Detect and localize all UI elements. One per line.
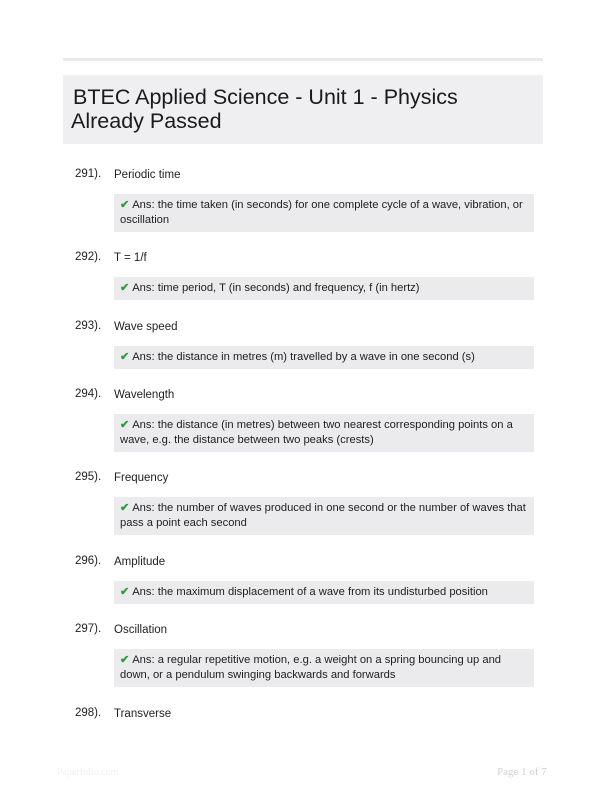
answer-text: Ans: the distance in metres (m) travelled by a wave in one second (s) <box>132 351 475 363</box>
check-mark-icon: ✔ <box>120 502 130 514</box>
check-mark-icon: ✔ <box>120 282 130 294</box>
answer-box <box>114 194 534 232</box>
check-mark-icon: ✔ <box>120 351 130 363</box>
item-term: Frequency <box>114 472 169 484</box>
item-number: 293). <box>75 320 102 332</box>
item-term: Oscillation <box>114 624 168 636</box>
item-number: 294). <box>75 388 102 400</box>
item-term: Periodic time <box>114 169 181 181</box>
answer-text: Ans: the maximum displacement of a wave from its undisturbed position <box>132 586 488 598</box>
document-title: BTEC Applied Science - Unit 1 - Physics Already Passed <box>71 85 458 133</box>
title-banner <box>63 75 543 144</box>
answer-text: Ans: the distance (in metres) between two nearest corresponding points on a wave, e.g. the distance between two peaks (crests) <box>120 419 513 446</box>
answer-text: Ans: the time taken (in seconds) for one complete cycle of a wave, vibration, or oscillation <box>120 199 523 226</box>
check-mark-icon: ✔ <box>120 419 130 431</box>
answer-box <box>114 414 534 452</box>
item-term: Wavelength <box>114 389 175 401</box>
top-divider <box>63 58 543 61</box>
answer-text: Ans: time period, T (in seconds) and frequency, f (in hertz) <box>132 282 420 294</box>
check-mark-icon: ✔ <box>120 654 130 666</box>
item-number: 298). <box>75 707 102 719</box>
item-number: 297). <box>75 623 102 635</box>
answer-box <box>114 346 534 369</box>
item-term: Amplitude <box>114 556 166 568</box>
item-number: 295). <box>75 471 102 483</box>
answer-text: Ans: a regular repetitive motion, e.g. a weight on a spring bouncing up and down, or a pendulum swinging backwards and forwards <box>120 654 502 681</box>
item-term: Transverse <box>114 708 172 720</box>
item-term: T = 1/f <box>114 252 147 264</box>
check-mark-icon: ✔ <box>120 586 130 598</box>
footer-watermark: Paperfolio.com <box>57 767 119 778</box>
answer-box <box>114 277 534 300</box>
item-term: Wave speed <box>114 321 178 333</box>
answer-text: Ans: the number of waves produced in one second or the number of waves that pass a point each second <box>120 502 526 529</box>
answer-box <box>114 581 534 604</box>
check-mark-icon: ✔ <box>120 199 130 211</box>
item-number: 292). <box>75 251 102 263</box>
answer-box <box>114 649 534 687</box>
page-number: Page 1 of 7 <box>497 766 547 778</box>
answer-box <box>114 497 534 535</box>
item-number: 296). <box>75 555 102 567</box>
item-number: 291). <box>75 168 102 180</box>
